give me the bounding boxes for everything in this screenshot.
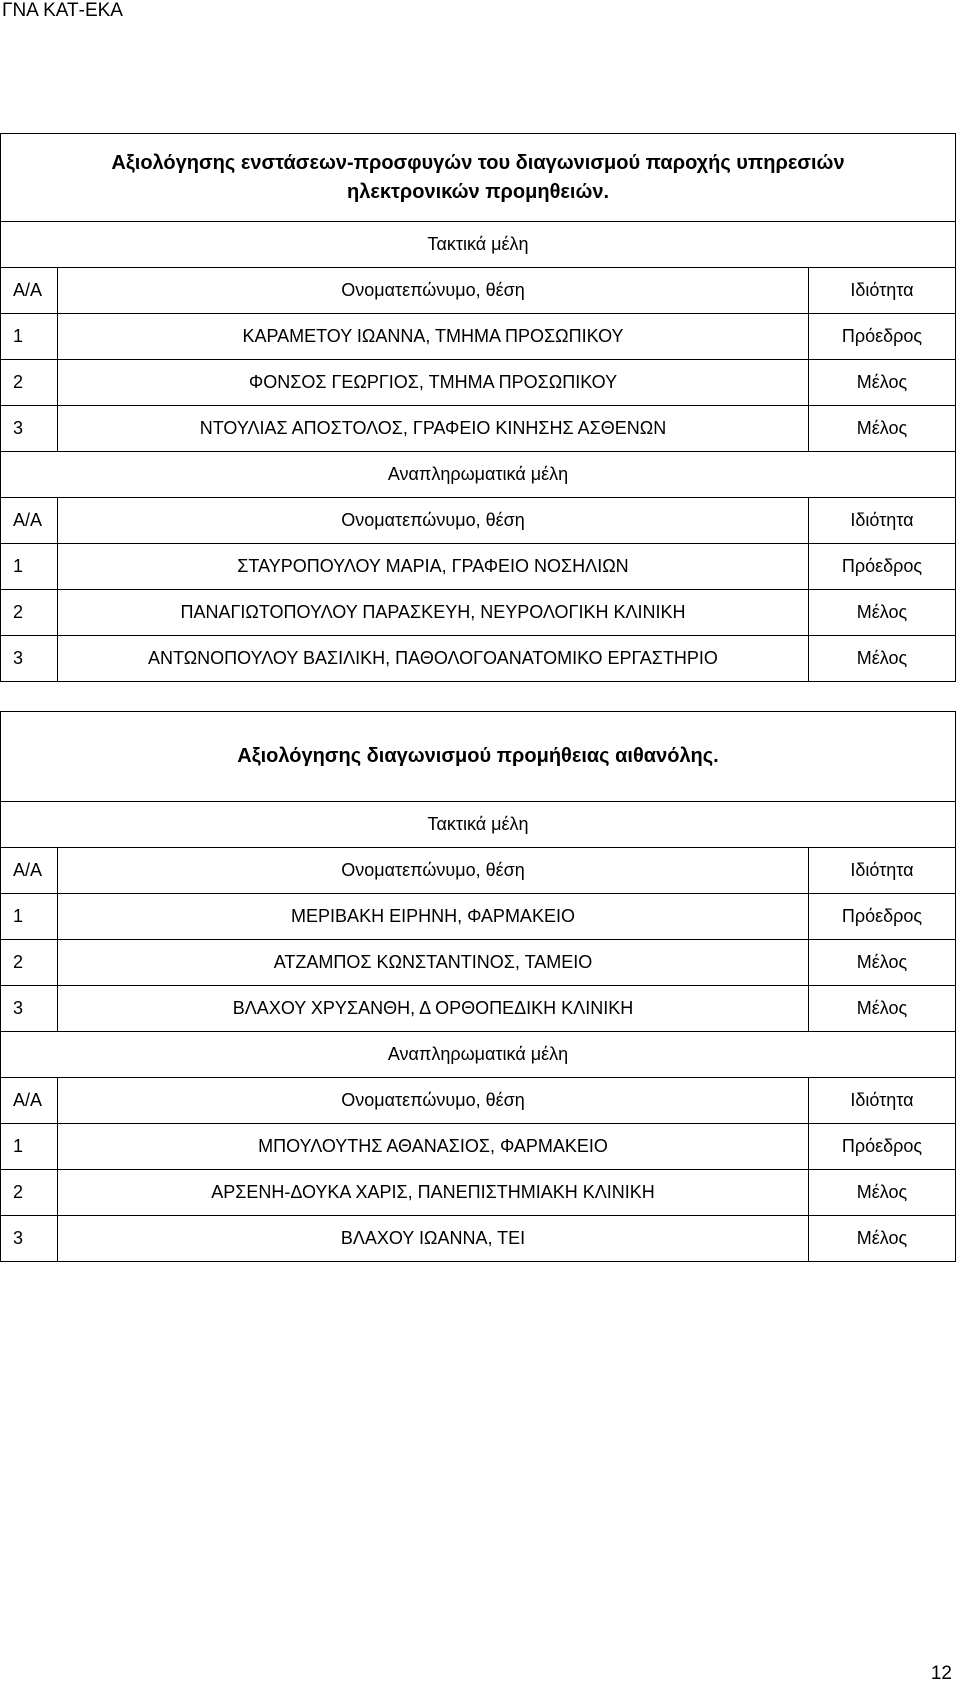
row-aa: 1 [1, 544, 58, 590]
header-name: Ονοματεπώνυμο, θέση [58, 848, 809, 894]
committee-title: Αξιολόγησης διαγωνισμού προμήθειας αιθανόλης. [1, 712, 956, 802]
row-aa: 2 [1, 1170, 58, 1216]
header-aa: Α/Α [1, 498, 58, 544]
row-role: Μέλος [808, 406, 955, 452]
row-name: ΜΕΡΙΒΑΚΗ ΕΙΡΗΝΗ, ΦΑΡΜΑΚΕΙΟ [58, 894, 809, 940]
header-aa: Α/Α [1, 848, 58, 894]
row-aa: 3 [1, 636, 58, 682]
row-name: ΒΛΑΧΟΥ ΙΩΑΝΝΑ, ΤΕΙ [58, 1216, 809, 1262]
row-name: ΑΤΖΑΜΠΟΣ ΚΩΝΣΤΑΝΤΙΝΟΣ, ΤΑΜΕΙΟ [58, 940, 809, 986]
header-name: Ονοματεπώνυμο, θέση [58, 1078, 809, 1124]
table-row [1, 314, 956, 360]
table-header-row [1, 498, 956, 544]
table-row [1, 1124, 956, 1170]
header-role: Ιδιότητα [809, 1078, 956, 1124]
row-name: ΚΑΡΑΜΕΤΟΥ ΙΩΑΝΝΑ, ΤΜΗΜΑ ΠΡΟΣΩΠΙΚΟΥ [58, 314, 809, 360]
row-role: Πρόεδρος [808, 544, 955, 590]
row-name: ΜΠΟΥΛΟΥΤΗΣ ΑΘΑΝΑΣΙΟΣ, ΦΑΡΜΑΚΕΙΟ [58, 1124, 809, 1170]
row-aa: 3 [1, 406, 58, 452]
table-row [1, 544, 956, 590]
table-row [1, 986, 956, 1032]
header-name: Ονοματεπώνυμο, θέση [58, 268, 809, 314]
row-role: Πρόεδρος [809, 894, 956, 940]
page-number: 12 [930, 1663, 952, 1684]
section-label-regular: Τακτικά μέλη [1, 802, 956, 848]
table-row [1, 406, 956, 452]
row-aa: 1 [1, 314, 58, 360]
row-name: ΑΝΤΩΝΟΠΟΥΛΟΥ ΒΑΣΙΛΙΚΗ, ΠΑΘΟΛΟΓΟΑΝΑΤΟΜΙΚΟ ΕΡΓΑΣΤΗΡΙΟ [58, 636, 809, 682]
row-role: Πρόεδρος [808, 314, 955, 360]
row-role: Μέλος [809, 1170, 956, 1216]
row-name: ΒΛΑΧΟΥ ΧΡΥΣΑΝΘΗ, Δ ΟΡΘΟΠΕΔΙΚΗ ΚΛΙΝΙΚΗ [58, 986, 809, 1032]
row-role: Μέλος [809, 940, 956, 986]
row-role: Μέλος [808, 360, 955, 406]
section-label-regular: Τακτικά μέλη [1, 222, 956, 268]
header-aa: Α/Α [1, 268, 58, 314]
section-label-substitute: Αναπληρωματικά μέλη [1, 452, 956, 498]
row-aa: 2 [1, 590, 58, 636]
row-role: Μέλος [809, 986, 956, 1032]
row-aa: 3 [1, 986, 58, 1032]
committee-table-1 [0, 133, 956, 682]
row-name: ΣΤΑΥΡΟΠΟΥΛΟΥ ΜΑΡΙΑ, ΓΡΑΦΕΙΟ ΝΟΣΗΛΙΩΝ [58, 544, 809, 590]
table-row [1, 894, 956, 940]
table-row [1, 1170, 956, 1216]
row-role: Μέλος [808, 590, 955, 636]
header-role: Ιδιότητα [808, 498, 955, 544]
header-role: Ιδιότητα [809, 848, 956, 894]
row-role: Μέλος [808, 636, 955, 682]
row-aa: 2 [1, 940, 58, 986]
committee-title: Αξιολόγησης ενστάσεων-προσφυγών του διαγωνισμού παροχής υπηρεσιών ηλεκτρονικών προμηθειών. [1, 134, 956, 222]
table-header-row [1, 848, 956, 894]
row-name: ΝΤΟΥΛΙΑΣ ΑΠΟΣΤΟΛΟΣ, ΓΡΑΦΕΙΟ ΚΙΝΗΣΗΣ ΑΣΘΕΝΩΝ [58, 406, 809, 452]
row-role: Μέλος [809, 1216, 956, 1262]
row-name: ΦΟΝΣΟΣ ΓΕΩΡΓΙΟΣ, ΤΜΗΜΑ ΠΡΟΣΩΠΙΚΟΥ [58, 360, 809, 406]
row-aa: 2 [1, 360, 58, 406]
row-name: ΠΑΝΑΓΙΩΤΟΠΟΥΛΟΥ ΠΑΡΑΣΚΕΥΗ, ΝΕΥΡΟΛΟΓΙΚΗ ΚΛΙΝΙΚΗ [58, 590, 809, 636]
row-aa: 1 [1, 1124, 58, 1170]
committee-table-2 [0, 711, 956, 1262]
header-role: Ιδιότητα [808, 268, 955, 314]
table-header-row [1, 1078, 956, 1124]
header-name: Ονοματεπώνυμο, θέση [58, 498, 809, 544]
table-row [1, 590, 956, 636]
row-role: Πρόεδρος [809, 1124, 956, 1170]
header-aa: Α/Α [1, 1078, 58, 1124]
table-row [1, 360, 956, 406]
row-name: ΑΡΣΕΝΗ-ΔΟΥΚΑ ΧΑΡΙΣ, ΠΑΝΕΠΙΣΤΗΜΙΑΚΗ ΚΛΙΝΙΚΗ [58, 1170, 809, 1216]
table-header-row [1, 268, 956, 314]
section-label-substitute: Αναπληρωματικά μέλη [1, 1032, 956, 1078]
document-header: ΓΝΑ ΚΑΤ-ΕΚΑ [2, 0, 123, 21]
row-aa: 3 [1, 1216, 58, 1262]
table-row [1, 1216, 956, 1262]
table-row [1, 636, 956, 682]
table-row [1, 940, 956, 986]
row-aa: 1 [1, 894, 58, 940]
